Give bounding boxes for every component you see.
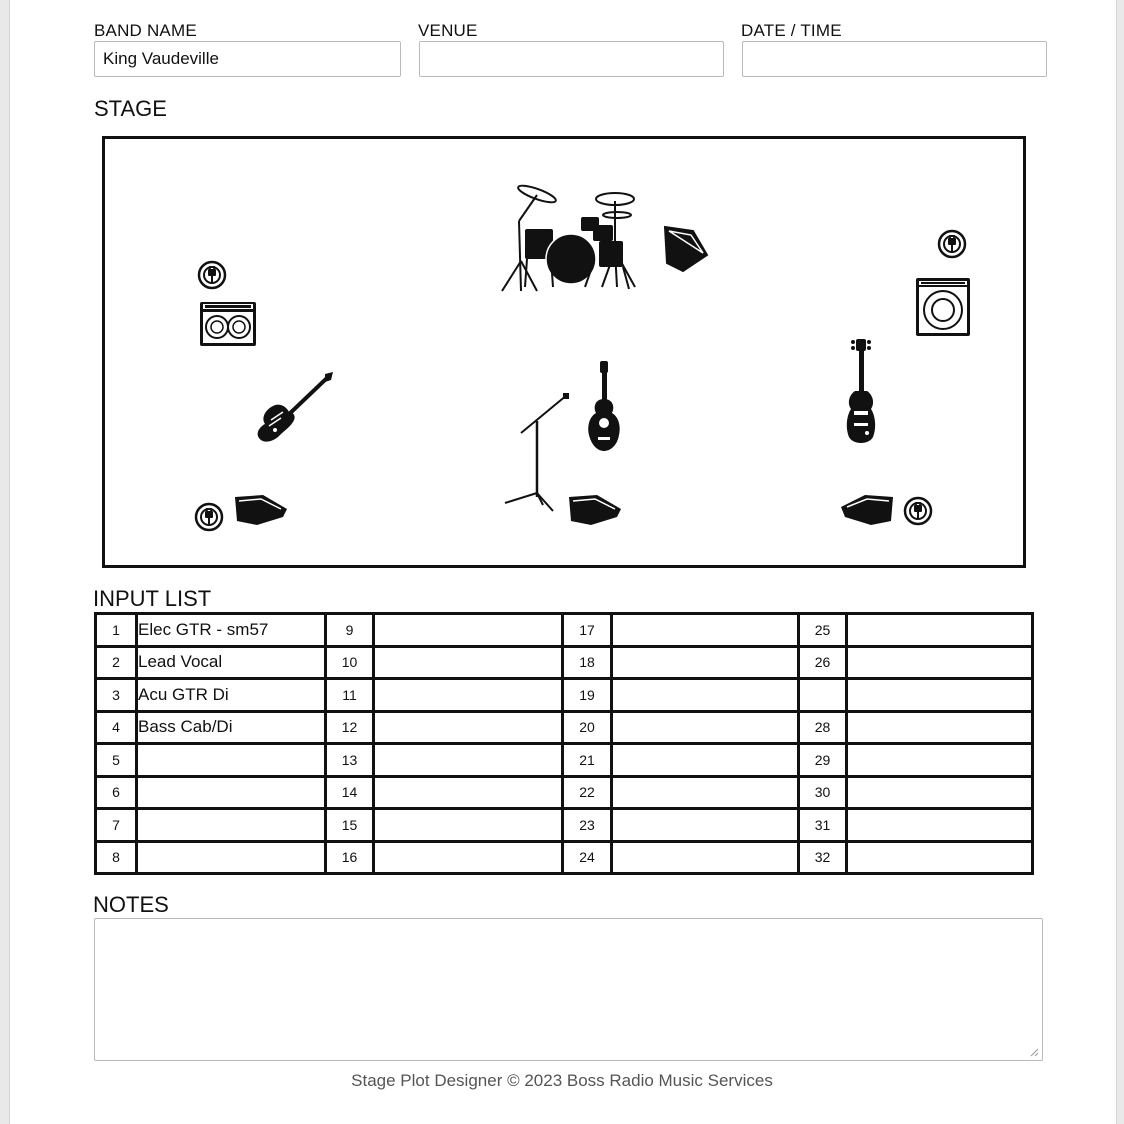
channel-number: 28 xyxy=(799,711,847,744)
channel-name-field[interactable] xyxy=(374,679,563,712)
channel-name-field[interactable] xyxy=(137,841,326,874)
channel-number: 13 xyxy=(326,744,374,777)
channel-number: 5 xyxy=(96,744,137,777)
channel-number xyxy=(799,679,847,712)
channel-name-field[interactable] xyxy=(612,711,799,744)
floor-wedge-monitor-center-icon[interactable] xyxy=(567,493,623,527)
table-row xyxy=(96,776,1033,809)
notes-title: NOTES xyxy=(93,892,169,917)
channel-name-field[interactable] xyxy=(137,809,326,842)
channel-number: 9 xyxy=(326,614,374,647)
channel-number: 31 xyxy=(799,809,847,842)
channel-number: 10 xyxy=(326,646,374,679)
channel-name-field[interactable] xyxy=(612,776,799,809)
channel-number: 32 xyxy=(799,841,847,874)
input-list-title: INPUT LIST xyxy=(93,586,212,611)
channel-number: 23 xyxy=(563,809,612,842)
channel-name-field[interactable] xyxy=(374,614,563,647)
mic-stand-icon[interactable] xyxy=(503,393,573,517)
drum-kit-icon[interactable] xyxy=(497,181,647,296)
channel-number: 29 xyxy=(799,744,847,777)
channel-number: 19 xyxy=(563,679,612,712)
channel-number: 8 xyxy=(96,841,137,874)
power-outlet-icon-bottom-left[interactable] xyxy=(194,502,224,532)
channel-name-field[interactable] xyxy=(374,711,563,744)
channel-number: 14 xyxy=(326,776,374,809)
power-outlet-icon-left[interactable] xyxy=(197,260,227,290)
channel-name-field[interactable] xyxy=(374,776,563,809)
table-row xyxy=(96,614,1033,647)
date-time-label: DATE / TIME xyxy=(741,21,842,40)
channel-name-field[interactable]: Bass Cab/Di xyxy=(137,711,326,744)
channel-name-field[interactable]: Lead Vocal xyxy=(137,646,326,679)
channel-number: 18 xyxy=(563,646,612,679)
channel-number: 24 xyxy=(563,841,612,874)
channel-number: 26 xyxy=(799,646,847,679)
channel-number: 2 xyxy=(96,646,137,679)
input-list-table xyxy=(94,612,1034,875)
table-row xyxy=(96,679,1033,712)
table-row xyxy=(96,841,1033,874)
channel-number: 15 xyxy=(326,809,374,842)
bass-cab-icon[interactable] xyxy=(915,277,971,337)
table-row xyxy=(96,646,1033,679)
channel-name-field[interactable] xyxy=(847,809,1033,842)
stage-canvas[interactable] xyxy=(102,136,1026,568)
channel-name-field[interactable] xyxy=(847,776,1033,809)
band-name-input[interactable]: King Vaudeville xyxy=(94,41,401,77)
channel-number: 3 xyxy=(96,679,137,712)
guitar-amp-2x12-icon[interactable] xyxy=(199,301,257,347)
channel-number: 11 xyxy=(326,679,374,712)
channel-number: 1 xyxy=(96,614,137,647)
channel-name-field[interactable] xyxy=(137,744,326,777)
date-time-input[interactable] xyxy=(742,41,1047,77)
channel-name-field[interactable]: Elec GTR - sm57 xyxy=(137,614,326,647)
channel-name-field[interactable] xyxy=(847,646,1033,679)
stage-title: STAGE xyxy=(94,96,167,121)
venue-label: VENUE xyxy=(418,21,478,40)
band-name-label: BAND NAME xyxy=(94,21,197,40)
input-list-body xyxy=(96,614,1033,874)
channel-name-field[interactable] xyxy=(847,614,1033,647)
footer-copyright: Stage Plot Designer © 2023 Boss Radio Music Services xyxy=(351,1071,773,1090)
channel-name-field[interactable] xyxy=(612,614,799,647)
channel-number: 25 xyxy=(799,614,847,647)
power-outlet-icon-right[interactable] xyxy=(937,229,967,259)
table-row xyxy=(96,744,1033,777)
channel-name-field[interactable] xyxy=(612,841,799,874)
channel-number: 21 xyxy=(563,744,612,777)
channel-number: 7 xyxy=(96,809,137,842)
table-row xyxy=(96,809,1033,842)
channel-name-field[interactable] xyxy=(847,744,1033,777)
venue-input[interactable] xyxy=(419,41,724,77)
channel-number: 20 xyxy=(563,711,612,744)
electric-guitar-icon[interactable] xyxy=(255,372,335,444)
channel-name-field[interactable] xyxy=(847,841,1033,874)
channel-name-field[interactable] xyxy=(612,809,799,842)
channel-name-field[interactable] xyxy=(612,646,799,679)
bass-guitar-icon[interactable] xyxy=(845,339,879,447)
channel-number: 30 xyxy=(799,776,847,809)
channel-number: 16 xyxy=(326,841,374,874)
notes-textarea[interactable] xyxy=(94,918,1043,1061)
resize-grip-icon[interactable] xyxy=(1029,1047,1039,1057)
power-outlet-icon-bottom-right[interactable] xyxy=(903,496,933,526)
channel-name-field[interactable] xyxy=(612,744,799,777)
table-row xyxy=(96,711,1033,744)
channel-name-field[interactable] xyxy=(374,744,563,777)
channel-name-field[interactable] xyxy=(612,679,799,712)
channel-name-field[interactable] xyxy=(847,711,1033,744)
channel-name-field[interactable] xyxy=(847,679,1033,712)
floor-wedge-monitor-left-icon[interactable] xyxy=(233,493,289,527)
channel-name-field[interactable] xyxy=(374,841,563,874)
channel-number: 4 xyxy=(96,711,137,744)
angled-wedge-monitor-icon[interactable] xyxy=(661,223,709,275)
channel-number: 17 xyxy=(563,614,612,647)
channel-name-field[interactable]: Acu GTR Di xyxy=(137,679,326,712)
channel-number: 6 xyxy=(96,776,137,809)
acoustic-guitar-icon[interactable] xyxy=(585,361,625,453)
channel-name-field[interactable] xyxy=(374,646,563,679)
channel-name-field[interactable] xyxy=(374,809,563,842)
channel-name-field[interactable] xyxy=(137,776,326,809)
floor-wedge-monitor-right-icon[interactable] xyxy=(839,493,895,527)
channel-number: 12 xyxy=(326,711,374,744)
channel-number: 22 xyxy=(563,776,612,809)
